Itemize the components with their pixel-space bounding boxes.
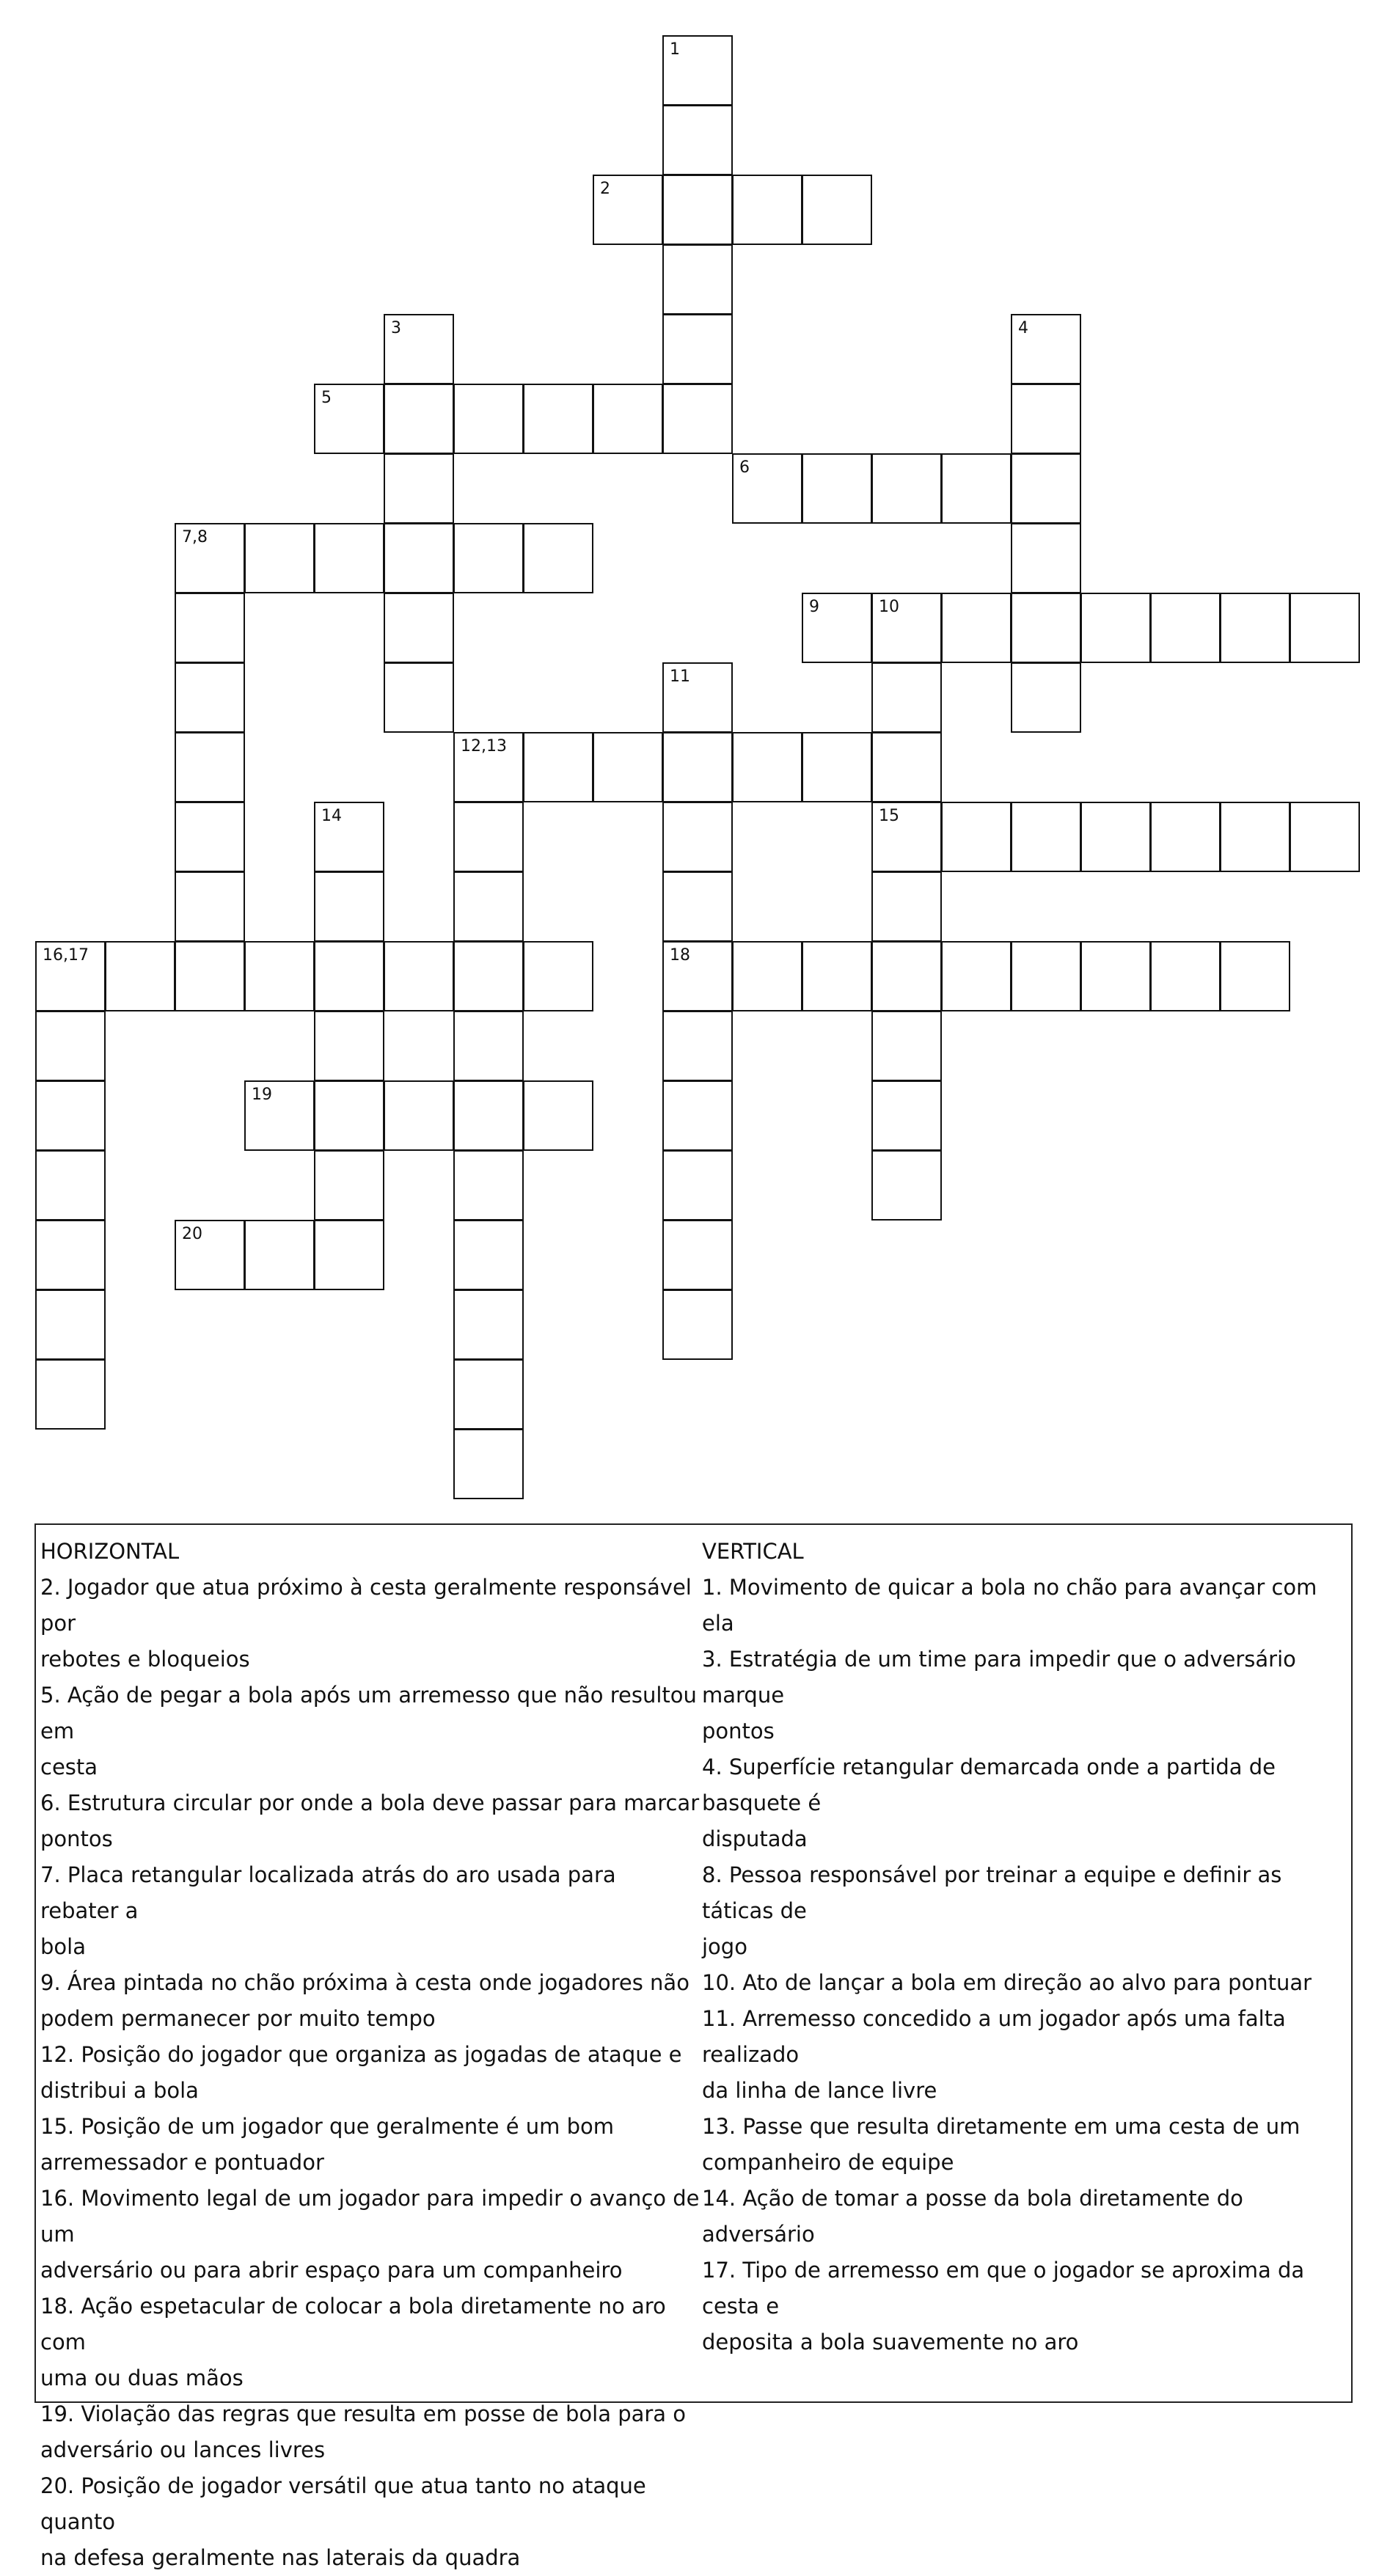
clue-number: 9	[809, 598, 819, 616]
clue-line: 10. Ato de lançar a bola em direção ao alvo para pontuar	[702, 1970, 1312, 1995]
clue-line: distribui a bola	[40, 2078, 199, 2103]
grid-cell[interactable]	[871, 453, 942, 524]
grid-cell[interactable]	[593, 732, 663, 802]
grid-cell[interactable]	[384, 1080, 454, 1151]
grid-cell[interactable]	[1011, 802, 1081, 872]
grid-cell[interactable]	[175, 871, 245, 942]
clue-line: uma ou duas mãos	[40, 2365, 244, 2390]
grid-cell[interactable]	[314, 1220, 384, 1290]
grid-cell[interactable]	[314, 384, 384, 454]
grid-cell[interactable]	[941, 941, 1012, 1011]
grid-cell[interactable]	[662, 105, 733, 175]
grid-cell[interactable]	[244, 1080, 315, 1151]
grid-cell[interactable]	[1220, 802, 1290, 872]
grid-cell[interactable]	[1011, 384, 1081, 454]
grid-cell[interactable]	[662, 384, 733, 454]
vertical-clue-list	[702, 1570, 1347, 2360]
clue-number: 4	[1018, 319, 1028, 337]
clue-line: 19. Violação das regras que resulta em posse de bola para o	[40, 2401, 687, 2426]
grid-cell[interactable]	[871, 732, 942, 802]
grid-cell[interactable]	[871, 1011, 942, 1081]
clue-number: 7,8	[182, 528, 208, 546]
clue-number: 3	[391, 319, 401, 337]
grid-cell[interactable]	[871, 802, 942, 872]
grid-cell[interactable]	[871, 1150, 942, 1221]
clue-line: 18. Ação espetacular de colocar a bola diretamente no aro com	[40, 2294, 666, 2354]
clue-line: 1. Movimento de quicar a bola no chão para avançar com ela	[702, 1575, 1317, 1636]
grid-cell[interactable]	[1290, 802, 1360, 872]
clue-line: 5. Ação de pegar a bola após um arremesso que não resultou em	[40, 1683, 697, 1743]
horizontal-clues	[40, 1534, 701, 2576]
clue-line: 9. Área pintada no chão próxima à cesta onde jogadores não	[40, 1970, 690, 1995]
grid-cell[interactable]	[175, 1220, 245, 1290]
clue-line: deposita a bola suavemente no aro	[702, 2330, 1079, 2354]
grid-cell[interactable]	[384, 384, 454, 454]
grid-cell[interactable]	[662, 1289, 733, 1360]
grid-cell[interactable]	[662, 244, 733, 315]
clue-line: 4. Superfície retangular demarcada onde a partida de basquete é	[702, 1754, 1276, 1815]
clue-number: 2	[600, 180, 610, 198]
grid-cell[interactable]	[1080, 593, 1151, 663]
grid-cell[interactable]	[1011, 314, 1081, 384]
grid-cell[interactable]	[453, 941, 524, 1011]
grid-cell[interactable]	[802, 941, 872, 1011]
grid-cell[interactable]	[662, 732, 733, 802]
grid-cell[interactable]	[175, 941, 245, 1011]
grid-cell[interactable]	[105, 941, 175, 1011]
clue-line: disputada	[702, 1826, 808, 1851]
grid-cell[interactable]	[593, 175, 663, 245]
grid-cell[interactable]	[662, 1220, 733, 1290]
grid-cell[interactable]	[1290, 593, 1360, 663]
grid-cell[interactable]	[941, 453, 1012, 524]
clue-line: jogo	[702, 1934, 747, 1959]
clue-line: 3. Estratégia de um time para impedir que o adversário marque	[702, 1647, 1296, 1708]
grid-cell[interactable]	[662, 941, 733, 1011]
clue-line: 17. Tipo de arremesso em que o jogador se aproxima da cesta e	[702, 2258, 1305, 2319]
grid-cell[interactable]	[1080, 802, 1151, 872]
grid-cell[interactable]	[732, 941, 802, 1011]
grid-cell[interactable]	[35, 941, 106, 1011]
grid-cell[interactable]	[453, 384, 524, 454]
grid-cell[interactable]	[871, 593, 942, 663]
grid-cell[interactable]	[175, 662, 245, 733]
grid-cell[interactable]	[314, 1150, 384, 1221]
grid-cell[interactable]	[1150, 941, 1221, 1011]
grid-cell[interactable]	[244, 1220, 315, 1290]
clue-number: 18	[670, 946, 690, 965]
grid-cell[interactable]	[314, 523, 384, 593]
grid-cell[interactable]	[523, 1080, 593, 1151]
grid-cell[interactable]	[941, 802, 1012, 872]
grid-cell[interactable]	[314, 941, 384, 1011]
grid-cell[interactable]	[662, 1150, 733, 1221]
clue-line: 15. Posição de um jogador que geralmente é um bom	[40, 2114, 615, 2139]
clue-line: arremessador e pontuador	[40, 2150, 324, 2175]
clue-line: 6. Estrutura circular por onde a bola deve passar para marcar	[40, 1790, 700, 1815]
clue-line: podem permanecer por muito tempo	[40, 2006, 436, 2031]
grid-cell[interactable]	[1220, 941, 1290, 1011]
grid-cell[interactable]	[314, 1080, 384, 1151]
grid-cell[interactable]	[662, 871, 733, 942]
grid-cell[interactable]	[1011, 523, 1081, 593]
grid-cell[interactable]	[662, 175, 733, 245]
grid-cell[interactable]	[384, 593, 454, 663]
clue-line: bola	[40, 1934, 86, 1959]
clue-number: 14	[321, 807, 342, 825]
horizontal-clue-list	[40, 1570, 701, 2576]
grid-cell[interactable]	[871, 662, 942, 733]
grid-cell[interactable]	[384, 453, 454, 524]
grid-cell[interactable]	[662, 35, 733, 106]
grid-cell[interactable]	[35, 1359, 106, 1430]
grid-cell[interactable]	[384, 941, 454, 1011]
grid-cell[interactable]	[802, 593, 872, 663]
grid-cell[interactable]	[1011, 593, 1081, 663]
clue-number: 1	[670, 40, 680, 59]
grid-cell[interactable]	[1080, 941, 1151, 1011]
grid-cell[interactable]	[662, 802, 733, 872]
grid-cell[interactable]	[523, 384, 593, 454]
grid-cell[interactable]	[384, 523, 454, 593]
clue-number: 15	[879, 807, 899, 825]
clue-line: 16. Movimento legal de um jogador para impedir o avanço de um	[40, 2186, 700, 2247]
grid-cell[interactable]	[384, 314, 454, 384]
clue-number: 16,17	[43, 946, 89, 965]
grid-cell[interactable]	[35, 1220, 106, 1290]
grid-cell[interactable]	[453, 1080, 524, 1151]
clue-number: 11	[670, 667, 690, 686]
grid-cell[interactable]	[662, 662, 733, 733]
clue-number: 20	[182, 1225, 202, 1243]
grid-cell[interactable]	[244, 523, 315, 593]
grid-cell[interactable]	[1220, 593, 1290, 663]
grid-cell[interactable]	[732, 732, 802, 802]
grid-cell[interactable]	[453, 732, 524, 802]
clue-line: pontos	[40, 1826, 113, 1851]
clue-line: 14. Ação de tomar a posse da bola diretamente do adversário	[702, 2186, 1243, 2247]
grid-cell[interactable]	[175, 802, 245, 872]
grid-cell[interactable]	[871, 871, 942, 942]
clue-line: adversário ou para abrir espaço para um companheiro	[40, 2258, 623, 2283]
clue-number: 6	[739, 458, 750, 477]
grid-cell[interactable]	[1011, 941, 1081, 1011]
horizontal-heading: HORIZONTAL	[40, 1539, 180, 1564]
grid-cell[interactable]	[175, 732, 245, 802]
clue-line: adversário ou lances livres	[40, 2437, 326, 2462]
grid-cell[interactable]	[453, 871, 524, 942]
grid-cell[interactable]	[1150, 593, 1221, 663]
clue-number: 12,13	[461, 737, 507, 755]
grid-cell[interactable]	[453, 802, 524, 872]
clue-number: 19	[252, 1086, 272, 1104]
clue-line: 20. Posição de jogador versátil que atua tanto no ataque quanto	[40, 2473, 646, 2534]
clue-number: 5	[321, 389, 332, 407]
grid-cell[interactable]	[941, 593, 1012, 663]
grid-cell[interactable]	[802, 175, 872, 245]
clues-box	[34, 1523, 1353, 2570]
grid-cell[interactable]	[523, 732, 593, 802]
grid-cell[interactable]	[314, 871, 384, 942]
grid-cell[interactable]	[802, 732, 872, 802]
grid-cell[interactable]	[35, 1011, 106, 1081]
vertical-clues	[702, 1534, 1347, 2360]
grid-cell[interactable]	[453, 1359, 524, 1430]
grid-cell[interactable]	[662, 1080, 733, 1151]
grid-cell[interactable]	[523, 523, 593, 593]
clue-line: pontos	[702, 1719, 775, 1743]
grid-cell[interactable]	[1150, 802, 1221, 872]
grid-cell[interactable]	[453, 1150, 524, 1221]
clue-line: 8. Pessoa responsável por treinar a equipe e definir as táticas de	[702, 1862, 1282, 1923]
grid-cell[interactable]	[453, 1220, 524, 1290]
clue-line: rebotes e bloqueios	[40, 1647, 250, 1672]
clue-line: 12. Posição do jogador que organiza as jogadas de ataque e	[40, 2042, 682, 2067]
grid-cell[interactable]	[35, 1289, 106, 1360]
clue-line: cesta	[40, 1754, 98, 1779]
grid-cell[interactable]	[871, 1080, 942, 1151]
grid-cell[interactable]	[732, 453, 802, 524]
grid-cell[interactable]	[453, 1011, 524, 1081]
grid-cell[interactable]	[523, 941, 593, 1011]
grid-cell[interactable]	[314, 802, 384, 872]
grid-cell[interactable]	[35, 1080, 106, 1151]
grid-cell[interactable]	[35, 1150, 106, 1221]
clue-number: 10	[879, 598, 899, 616]
clue-line: na defesa geralmente nas laterais da quadra	[40, 2545, 521, 2570]
grid-cell[interactable]	[453, 1289, 524, 1360]
grid-cell[interactable]	[593, 384, 663, 454]
grid-cell[interactable]	[244, 941, 315, 1011]
clue-line: 7. Placa retangular localizada atrás do aro usada para rebater a	[40, 1862, 616, 1923]
grid-cell[interactable]	[662, 314, 733, 384]
grid-cell[interactable]	[1011, 662, 1081, 733]
clue-line: da linha de lance livre	[702, 2078, 937, 2103]
grid-cell[interactable]	[175, 523, 245, 593]
grid-cell[interactable]	[662, 1011, 733, 1081]
grid-cell[interactable]	[1011, 453, 1081, 524]
grid-cell[interactable]	[871, 941, 942, 1011]
grid-cell[interactable]	[384, 662, 454, 733]
clue-line: 11. Arremesso concedido a um jogador após uma falta realizado	[702, 2006, 1286, 2067]
grid-cell[interactable]	[453, 523, 524, 593]
grid-cell[interactable]	[802, 453, 872, 524]
vertical-heading: VERTICAL	[702, 1539, 804, 1564]
grid-cell[interactable]	[732, 175, 802, 245]
grid-cell[interactable]	[314, 1011, 384, 1081]
clue-line: 2. Jogador que atua próximo à cesta geralmente responsável por	[40, 1575, 692, 1636]
grid-cell[interactable]	[453, 1429, 524, 1499]
grid-cell[interactable]	[175, 593, 245, 663]
clue-line: companheiro de equipe	[702, 2150, 954, 2175]
clue-line: 13. Passe que resulta diretamente em uma cesta de um	[702, 2114, 1301, 2139]
